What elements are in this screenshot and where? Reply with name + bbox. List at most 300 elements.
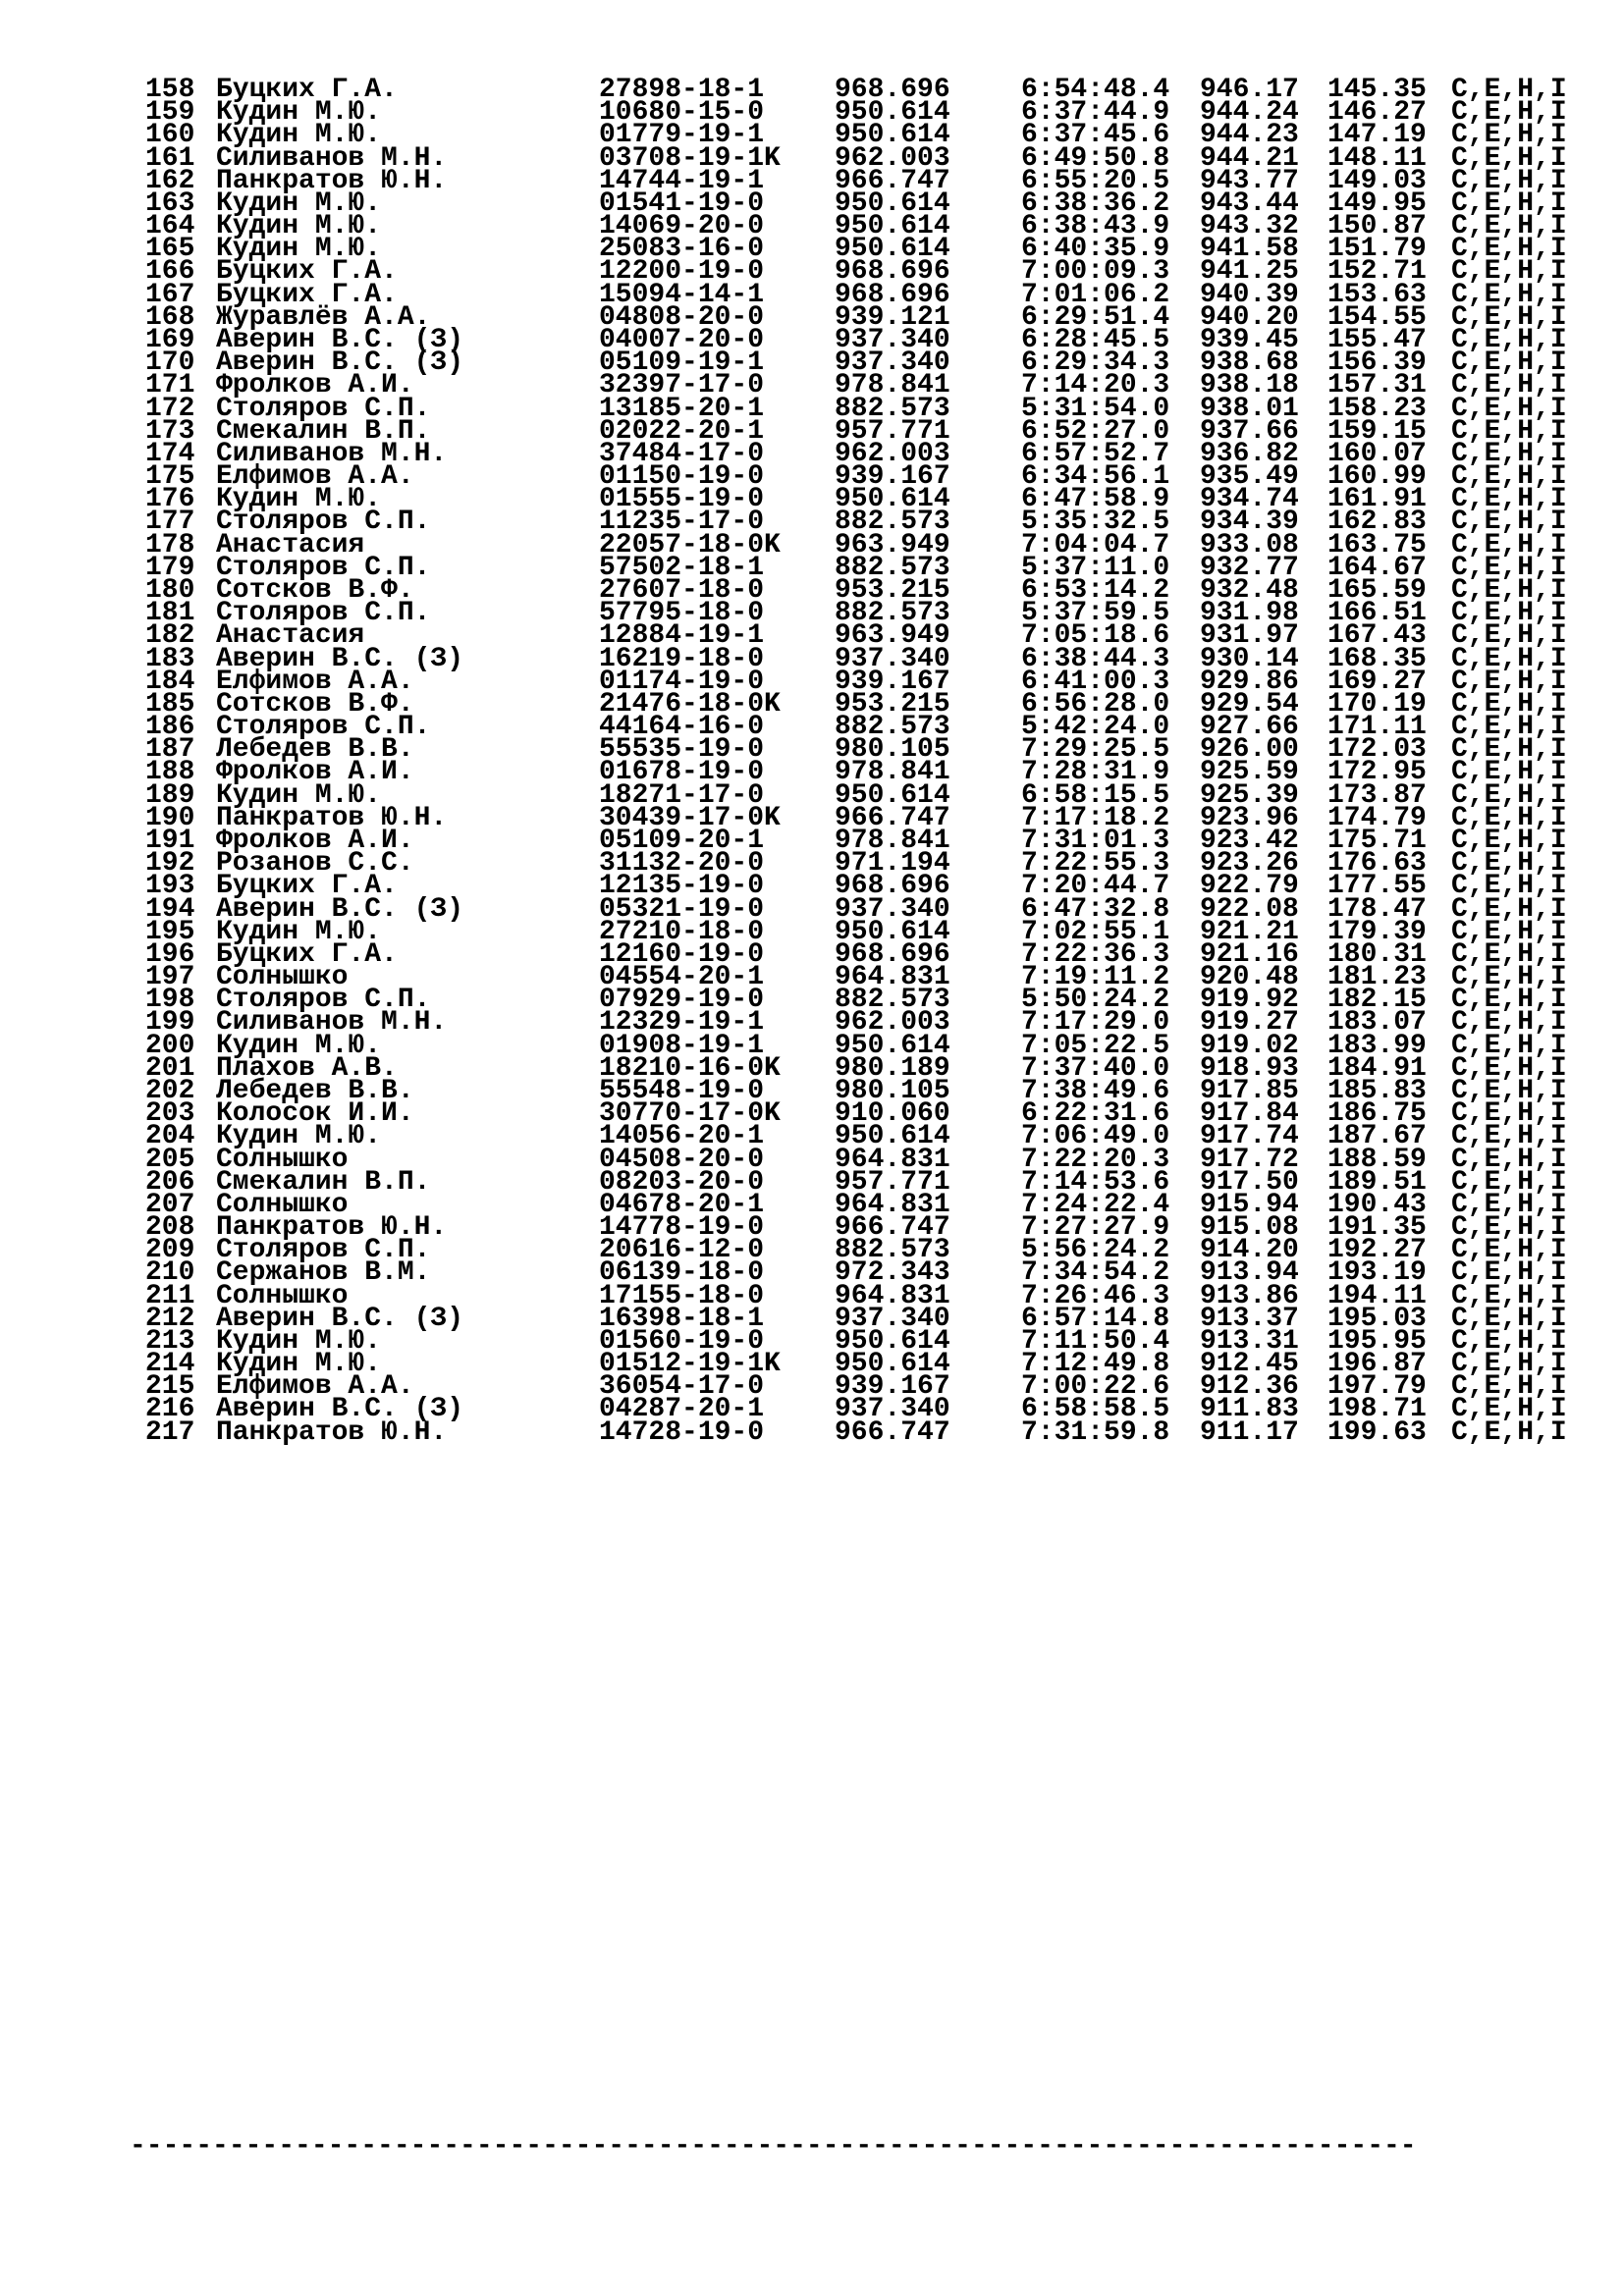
- fancier-name-cell: Фролков А.И.: [216, 825, 414, 856]
- ring-number-cell: 06139-18-0: [599, 1257, 765, 1289]
- ring-number-cell: 16219-18-0: [599, 643, 765, 674]
- category-cell: C,E,H,I: [1451, 370, 1567, 401]
- distance-cell: 971.194: [835, 848, 950, 880]
- category-cell: C,E,H,I: [1451, 1212, 1567, 1243]
- fancier-name-cell: Смекалин В.П.: [216, 1166, 431, 1198]
- fancier-name-cell: Солнышко: [216, 962, 349, 992]
- place-cell: 161: [145, 142, 195, 174]
- points-cell: 149.03: [1327, 165, 1427, 196]
- distance-cell: 950.614: [835, 120, 950, 151]
- place-cell: 164: [145, 211, 195, 242]
- category-cell: C,E,H,I: [1451, 393, 1567, 424]
- distance-cell: 964.831: [835, 1189, 950, 1220]
- category-cell: C,E,H,I: [1451, 1052, 1567, 1084]
- distance-cell: 964.831: [835, 962, 950, 992]
- ring-number-cell: 10680-15-0: [599, 97, 765, 129]
- distance-cell: 962.003: [835, 142, 950, 174]
- points-cell: 150.87: [1327, 211, 1427, 242]
- place-cell: 162: [145, 165, 195, 196]
- place-cell: 159: [145, 97, 195, 129]
- place-cell: 205: [145, 1144, 195, 1175]
- fancier-name-cell: Силиванов М.Н.: [216, 1007, 448, 1039]
- place-cell: 197: [145, 962, 195, 992]
- fancier-name-cell: Столяров С.П.: [216, 1235, 431, 1266]
- distance-cell: 953.215: [835, 688, 950, 720]
- category-cell: C,E,H,I: [1451, 962, 1567, 992]
- category-cell: C,E,H,I: [1451, 1349, 1567, 1380]
- fancier-name-cell: Фролков А.И.: [216, 370, 414, 401]
- flight-time-cell: 6:29:51.4: [1021, 301, 1170, 333]
- place-cell: 208: [145, 1212, 195, 1243]
- fancier-name-cell: Силиванов М.Н.: [216, 438, 448, 469]
- distance-cell: 950.614: [835, 1121, 950, 1152]
- speed-cell: 938.68: [1200, 347, 1299, 379]
- ring-number-cell: 01779-19-1: [599, 120, 765, 151]
- distance-cell: 937.340: [835, 643, 950, 674]
- ring-number-cell: 18271-17-0: [599, 779, 765, 811]
- distance-cell: 882.573: [835, 985, 950, 1016]
- category-cell: C,E,H,I: [1451, 1144, 1567, 1175]
- fancier-name-cell: Аверин В.С. (З): [216, 893, 464, 925]
- place-cell: 207: [145, 1189, 195, 1220]
- flight-time-cell: 6:58:15.5: [1021, 779, 1170, 811]
- points-cell: 173.87: [1327, 779, 1427, 811]
- flight-time-cell: 7:11:50.4: [1021, 1325, 1170, 1357]
- flight-time-cell: 6:37:44.9: [1021, 97, 1170, 129]
- category-cell: C,E,H,I: [1451, 938, 1567, 970]
- points-cell: 177.55: [1327, 871, 1427, 902]
- speed-cell: 933.08: [1200, 529, 1299, 561]
- category-cell: C,E,H,I: [1451, 1075, 1567, 1106]
- ring-number-cell: 22057-18-0K: [599, 529, 781, 561]
- fancier-name-cell: Панкратов Ю.Н.: [216, 1416, 448, 1448]
- category-cell: C,E,H,I: [1451, 211, 1567, 242]
- ring-number-cell: 32397-17-0: [599, 370, 765, 401]
- speed-cell: 917.84: [1200, 1098, 1299, 1130]
- place-cell: 160: [145, 120, 195, 151]
- points-cell: 170.19: [1327, 688, 1427, 720]
- flight-time-cell: 6:56:28.0: [1021, 688, 1170, 720]
- flight-time-cell: 7:31:01.3: [1021, 825, 1170, 856]
- ring-number-cell: 01908-19-1: [599, 1030, 765, 1061]
- place-cell: 193: [145, 871, 195, 902]
- flight-time-cell: 7:24:22.4: [1021, 1189, 1170, 1220]
- speed-cell: 923.42: [1200, 825, 1299, 856]
- place-cell: 192: [145, 848, 195, 880]
- speed-cell: 944.24: [1200, 97, 1299, 129]
- distance-cell: 950.614: [835, 916, 950, 947]
- ring-number-cell: 57502-18-1: [599, 552, 765, 583]
- fancier-name-cell: Плахов А.В.: [216, 1052, 398, 1084]
- speed-cell: 935.49: [1200, 461, 1299, 493]
- distance-cell: 966.747: [835, 165, 950, 196]
- category-cell: C,E,H,I: [1451, 256, 1567, 288]
- points-cell: 155.47: [1327, 325, 1427, 355]
- place-cell: 158: [145, 75, 195, 105]
- category-cell: C,E,H,I: [1451, 301, 1567, 333]
- points-cell: 190.43: [1327, 1189, 1427, 1220]
- points-cell: 198.71: [1327, 1394, 1427, 1425]
- ring-number-cell: 01150-19-0: [599, 461, 765, 493]
- points-cell: 163.75: [1327, 529, 1427, 561]
- distance-cell: 980.105: [835, 734, 950, 766]
- ring-number-cell: 05321-19-0: [599, 893, 765, 925]
- place-cell: 185: [145, 688, 195, 720]
- fancier-name-cell: Анастасия: [216, 529, 365, 561]
- distance-cell: 950.614: [835, 97, 950, 129]
- place-cell: 194: [145, 893, 195, 925]
- flight-time-cell: 6:40:35.9: [1021, 234, 1170, 265]
- speed-cell: 938.01: [1200, 393, 1299, 424]
- category-cell: C,E,H,I: [1451, 529, 1567, 561]
- fancier-name-cell: Анастасия: [216, 620, 365, 652]
- place-cell: 211: [145, 1280, 195, 1311]
- flight-time-cell: 6:28:45.5: [1021, 325, 1170, 355]
- fancier-name-cell: Аверин В.С. (З): [216, 1303, 464, 1334]
- ring-number-cell: 21476-18-0K: [599, 688, 781, 720]
- place-cell: 171: [145, 370, 195, 401]
- flight-time-cell: 6:53:14.2: [1021, 575, 1170, 606]
- distance-cell: 966.747: [835, 1212, 950, 1243]
- flight-time-cell: 6:49:50.8: [1021, 142, 1170, 174]
- place-cell: 202: [145, 1075, 195, 1106]
- category-cell: C,E,H,I: [1451, 347, 1567, 379]
- distance-cell: 978.841: [835, 370, 950, 401]
- ring-number-cell: 01541-19-0: [599, 187, 765, 219]
- flight-time-cell: 7:04:04.7: [1021, 529, 1170, 561]
- speed-cell: 917.50: [1200, 1166, 1299, 1198]
- distance-cell: 968.696: [835, 75, 950, 105]
- speed-cell: 943.77: [1200, 165, 1299, 196]
- points-cell: 147.19: [1327, 120, 1427, 151]
- speed-cell: 927.66: [1200, 712, 1299, 742]
- speed-cell: 940.20: [1200, 301, 1299, 333]
- points-cell: 158.23: [1327, 393, 1427, 424]
- distance-cell: 950.614: [835, 211, 950, 242]
- category-cell: C,E,H,I: [1451, 802, 1567, 833]
- distance-cell: 939.167: [835, 1371, 950, 1403]
- speed-cell: 934.39: [1200, 507, 1299, 538]
- fancier-name-cell: Аверин В.С. (З): [216, 1394, 464, 1425]
- ring-number-cell: 12329-19-1: [599, 1007, 765, 1039]
- category-cell: C,E,H,I: [1451, 1030, 1567, 1061]
- distance-cell: 980.189: [835, 1052, 950, 1084]
- ring-number-cell: 13185-20-1: [599, 393, 765, 424]
- place-cell: 176: [145, 484, 195, 515]
- category-cell: C,E,H,I: [1451, 1303, 1567, 1334]
- points-cell: 165.59: [1327, 575, 1427, 606]
- distance-cell: 968.696: [835, 871, 950, 902]
- place-cell: 209: [145, 1235, 195, 1266]
- points-cell: 195.95: [1327, 1325, 1427, 1357]
- points-cell: 194.11: [1327, 1280, 1427, 1311]
- ring-number-cell: 02022-20-1: [599, 415, 765, 447]
- points-cell: 168.35: [1327, 643, 1427, 674]
- place-cell: 206: [145, 1166, 195, 1198]
- flight-time-cell: 7:06:49.0: [1021, 1121, 1170, 1152]
- flight-time-cell: 5:56:24.2: [1021, 1235, 1170, 1266]
- ring-number-cell: 01555-19-0: [599, 484, 765, 515]
- points-cell: 197.79: [1327, 1371, 1427, 1403]
- fancier-name-cell: Буцких Г.А.: [216, 279, 398, 310]
- ring-number-cell: 03708-19-1K: [599, 142, 781, 174]
- place-cell: 199: [145, 1007, 195, 1039]
- points-cell: 167.43: [1327, 620, 1427, 652]
- points-cell: 195.03: [1327, 1303, 1427, 1334]
- distance-cell: 964.831: [835, 1280, 950, 1311]
- distance-cell: 882.573: [835, 507, 950, 538]
- place-cell: 174: [145, 438, 195, 469]
- fancier-name-cell: Панкратов Ю.Н.: [216, 1212, 448, 1243]
- place-cell: 165: [145, 234, 195, 265]
- place-cell: 189: [145, 779, 195, 811]
- distance-cell: 950.614: [835, 779, 950, 811]
- place-cell: 175: [145, 461, 195, 493]
- flight-time-cell: 7:05:18.6: [1021, 620, 1170, 652]
- flight-time-cell: 6:41:00.3: [1021, 666, 1170, 697]
- points-cell: 169.27: [1327, 666, 1427, 697]
- flight-time-cell: 5:37:11.0: [1021, 552, 1170, 583]
- category-cell: C,E,H,I: [1451, 734, 1567, 766]
- fancier-name-cell: Кудин М.Ю.: [216, 1121, 382, 1152]
- category-cell: C,E,H,I: [1451, 871, 1567, 902]
- speed-cell: 932.48: [1200, 575, 1299, 606]
- speed-cell: 934.74: [1200, 484, 1299, 515]
- speed-cell: 922.08: [1200, 893, 1299, 925]
- category-cell: C,E,H,I: [1451, 1189, 1567, 1220]
- fancier-name-cell: Аверин В.С. (З): [216, 347, 464, 379]
- ring-number-cell: 36054-17-0: [599, 1371, 765, 1403]
- points-cell: 179.39: [1327, 916, 1427, 947]
- points-cell: 199.63: [1327, 1416, 1427, 1448]
- speed-cell: 915.08: [1200, 1212, 1299, 1243]
- place-cell: 191: [145, 825, 195, 856]
- points-cell: 189.51: [1327, 1166, 1427, 1198]
- category-cell: C,E,H,I: [1451, 893, 1567, 925]
- distance-cell: 950.614: [835, 234, 950, 265]
- fancier-name-cell: Солнышко: [216, 1280, 349, 1311]
- ring-number-cell: 04508-20-0: [599, 1144, 765, 1175]
- place-cell: 179: [145, 552, 195, 583]
- place-cell: 181: [145, 598, 195, 629]
- flight-time-cell: 6:34:56.1: [1021, 461, 1170, 493]
- points-cell: 184.91: [1327, 1052, 1427, 1084]
- points-cell: 159.15: [1327, 415, 1427, 447]
- fancier-name-cell: Сотсков В.Ф.: [216, 575, 414, 606]
- flight-time-cell: 7:26:46.3: [1021, 1280, 1170, 1311]
- place-cell: 214: [145, 1349, 195, 1380]
- place-cell: 170: [145, 347, 195, 379]
- distance-cell: 937.340: [835, 893, 950, 925]
- place-cell: 203: [145, 1098, 195, 1130]
- fancier-name-cell: Столяров С.П.: [216, 598, 431, 629]
- ring-number-cell: 27898-18-1: [599, 75, 765, 105]
- points-cell: 153.63: [1327, 279, 1427, 310]
- category-cell: C,E,H,I: [1451, 1098, 1567, 1130]
- category-cell: C,E,H,I: [1451, 620, 1567, 652]
- points-cell: 175.71: [1327, 825, 1427, 856]
- fancier-name-cell: Кудин М.Ю.: [216, 779, 382, 811]
- category-cell: C,E,H,I: [1451, 666, 1567, 697]
- speed-cell: 915.94: [1200, 1189, 1299, 1220]
- fancier-name-cell: Кудин М.Ю.: [216, 1325, 382, 1357]
- category-cell: C,E,H,I: [1451, 825, 1567, 856]
- ring-number-cell: 55535-19-0: [599, 734, 765, 766]
- speed-cell: 930.14: [1200, 643, 1299, 674]
- fancier-name-cell: Буцких Г.А.: [216, 75, 398, 105]
- category-cell: C,E,H,I: [1451, 279, 1567, 310]
- speed-cell: 936.82: [1200, 438, 1299, 469]
- flight-time-cell: 7:17:18.2: [1021, 802, 1170, 833]
- distance-cell: 972.343: [835, 1257, 950, 1289]
- ring-number-cell: 18210-16-0K: [599, 1052, 781, 1084]
- place-cell: 166: [145, 256, 195, 288]
- speed-cell: 917.85: [1200, 1075, 1299, 1106]
- flight-time-cell: 5:50:24.2: [1021, 985, 1170, 1016]
- distance-cell: 966.747: [835, 1416, 950, 1448]
- distance-cell: 962.003: [835, 1007, 950, 1039]
- flight-time-cell: 6:47:58.9: [1021, 484, 1170, 515]
- distance-cell: 950.614: [835, 1325, 950, 1357]
- place-cell: 173: [145, 415, 195, 447]
- speed-cell: 911.17: [1200, 1416, 1299, 1448]
- category-cell: C,E,H,I: [1451, 120, 1567, 151]
- speed-cell: 921.16: [1200, 938, 1299, 970]
- category-cell: C,E,H,I: [1451, 848, 1567, 880]
- place-cell: 184: [145, 666, 195, 697]
- category-cell: C,E,H,I: [1451, 75, 1567, 105]
- speed-cell: 921.21: [1200, 916, 1299, 947]
- points-cell: 193.19: [1327, 1257, 1427, 1289]
- speed-cell: 914.20: [1200, 1235, 1299, 1266]
- category-cell: C,E,H,I: [1451, 1280, 1567, 1311]
- ring-number-cell: 01512-19-1K: [599, 1349, 781, 1380]
- points-cell: 148.11: [1327, 142, 1427, 174]
- distance-cell: 937.340: [835, 347, 950, 379]
- points-cell: 146.27: [1327, 97, 1427, 129]
- points-cell: 160.99: [1327, 461, 1427, 493]
- fancier-name-cell: Кудин М.Ю.: [216, 916, 382, 947]
- speed-cell: 917.74: [1200, 1121, 1299, 1152]
- points-cell: 192.27: [1327, 1235, 1427, 1266]
- points-cell: 160.07: [1327, 438, 1427, 469]
- flight-time-cell: 6:54:48.4: [1021, 75, 1170, 105]
- flight-time-cell: 6:47:32.8: [1021, 893, 1170, 925]
- ring-number-cell: 14728-19-0: [599, 1416, 765, 1448]
- place-cell: 187: [145, 734, 195, 766]
- flight-time-cell: 5:42:24.0: [1021, 712, 1170, 742]
- ring-number-cell: 14744-19-1: [599, 165, 765, 196]
- points-cell: 157.31: [1327, 370, 1427, 401]
- flight-time-cell: 6:22:31.6: [1021, 1098, 1170, 1130]
- fancier-name-cell: Кудин М.Ю.: [216, 1030, 382, 1061]
- flight-time-cell: 6:37:45.6: [1021, 120, 1170, 151]
- speed-cell: 919.02: [1200, 1030, 1299, 1061]
- place-cell: 183: [145, 643, 195, 674]
- distance-cell: 937.340: [835, 1394, 950, 1425]
- speed-cell: 913.31: [1200, 1325, 1299, 1357]
- distance-cell: 968.696: [835, 256, 950, 288]
- category-cell: C,E,H,I: [1451, 598, 1567, 629]
- points-cell: 183.99: [1327, 1030, 1427, 1061]
- points-cell: 183.07: [1327, 1007, 1427, 1039]
- ring-number-cell: 04678-20-1: [599, 1189, 765, 1220]
- category-cell: C,E,H,I: [1451, 985, 1567, 1016]
- fancier-name-cell: Сержанов В.М.: [216, 1257, 431, 1289]
- speed-cell: 929.86: [1200, 666, 1299, 697]
- category-cell: C,E,H,I: [1451, 325, 1567, 355]
- place-cell: 190: [145, 802, 195, 833]
- fancier-name-cell: Кудин М.Ю.: [216, 1349, 382, 1380]
- points-cell: 171.11: [1327, 712, 1427, 742]
- category-cell: C,E,H,I: [1451, 415, 1567, 447]
- place-cell: 163: [145, 187, 195, 219]
- speed-cell: 941.58: [1200, 234, 1299, 265]
- ring-number-cell: 01174-19-0: [599, 666, 765, 697]
- category-cell: C,E,H,I: [1451, 1007, 1567, 1039]
- category-cell: C,E,H,I: [1451, 1121, 1567, 1152]
- distance-cell: 950.614: [835, 484, 950, 515]
- ring-number-cell: 25083-16-0: [599, 234, 765, 265]
- flight-time-cell: 7:31:59.8: [1021, 1416, 1170, 1448]
- distance-cell: 939.167: [835, 666, 950, 697]
- speed-cell: 913.94: [1200, 1257, 1299, 1289]
- flight-time-cell: 5:35:32.5: [1021, 507, 1170, 538]
- category-cell: C,E,H,I: [1451, 438, 1567, 469]
- category-cell: C,E,H,I: [1451, 757, 1567, 788]
- place-cell: 172: [145, 393, 195, 424]
- ring-number-cell: 44164-16-0: [599, 712, 765, 742]
- category-cell: C,E,H,I: [1451, 461, 1567, 493]
- ring-number-cell: 01560-19-0: [599, 1325, 765, 1357]
- ring-number-cell: 14069-20-0: [599, 211, 765, 242]
- flight-time-cell: 7:29:25.5: [1021, 734, 1170, 766]
- points-cell: 156.39: [1327, 347, 1427, 379]
- flight-time-cell: 7:22:36.3: [1021, 938, 1170, 970]
- ring-number-cell: 30439-17-0K: [599, 802, 781, 833]
- fancier-name-cell: Журавлёв А.А.: [216, 301, 431, 333]
- points-cell: 181.23: [1327, 962, 1427, 992]
- ring-number-cell: 14056-20-1: [599, 1121, 765, 1152]
- fancier-name-cell: Кудин М.Ю.: [216, 97, 382, 129]
- speed-cell: 938.18: [1200, 370, 1299, 401]
- distance-cell: 937.340: [835, 1303, 950, 1334]
- place-cell: 217: [145, 1416, 195, 1448]
- fancier-name-cell: Сотсков В.Ф.: [216, 688, 414, 720]
- fancier-name-cell: Кудин М.Ю.: [216, 234, 382, 265]
- fancier-name-cell: Аверин В.С. (З): [216, 643, 464, 674]
- points-cell: 149.95: [1327, 187, 1427, 219]
- fancier-name-cell: Аверин В.С. (З): [216, 325, 464, 355]
- category-cell: C,E,H,I: [1451, 1325, 1567, 1357]
- points-cell: 196.87: [1327, 1349, 1427, 1380]
- points-cell: 145.35: [1327, 75, 1427, 105]
- fancier-name-cell: Солнышко: [216, 1144, 349, 1175]
- flight-time-cell: 7:12:49.8: [1021, 1349, 1170, 1380]
- category-cell: C,E,H,I: [1451, 1257, 1567, 1289]
- category-cell: C,E,H,I: [1451, 484, 1567, 515]
- points-cell: 188.59: [1327, 1144, 1427, 1175]
- ring-number-cell: 08203-20-0: [599, 1166, 765, 1198]
- category-cell: C,E,H,I: [1451, 575, 1567, 606]
- place-cell: 196: [145, 938, 195, 970]
- place-cell: 212: [145, 1303, 195, 1334]
- ring-number-cell: 01678-19-0: [599, 757, 765, 788]
- place-cell: 204: [145, 1121, 195, 1152]
- ring-number-cell: 16398-18-1: [599, 1303, 765, 1334]
- place-cell: 210: [145, 1257, 195, 1289]
- ring-number-cell: 04007-20-0: [599, 325, 765, 355]
